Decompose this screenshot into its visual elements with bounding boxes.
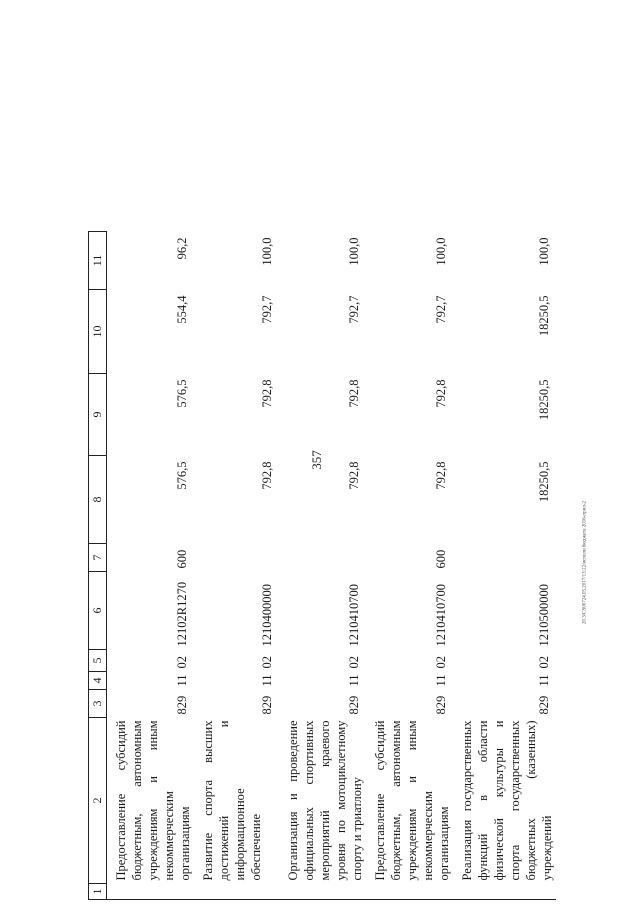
header-col-10: 10 — [89, 289, 107, 373]
code-cell — [453, 543, 556, 571]
value-cell: 792,7 — [347, 295, 361, 324]
code-cell: 829 — [537, 695, 551, 715]
code-cell: 1210500000 — [537, 583, 551, 647]
code-cell: 02 — [175, 655, 189, 669]
code-cell: 02 — [347, 655, 361, 669]
value-cell: 792,8 — [260, 461, 274, 490]
value-cell: 96,2 — [175, 237, 189, 260]
header-row — [89, 231, 107, 899]
code-cell: 02 — [434, 655, 448, 669]
footer-file-path: 20.3/CS00724.05.2017/13:22/исполн бюджета 2016-прил-2 — [582, 501, 588, 624]
value-cell: 100,0 — [347, 237, 361, 266]
code-cell: 11 — [260, 674, 274, 687]
value-cell: 792,8 — [434, 379, 448, 408]
description-cell: Развитие спорта высших достижений и информационное обеспечение — [201, 720, 263, 881]
header-col-9: 9 — [89, 373, 107, 455]
page-number: 357 — [309, 450, 324, 470]
value-cell: 576,5 — [175, 461, 189, 490]
description-cell: Реализация государственных функций в области физической культуры и спорта государственных бюджетных (казенных) учреждений — [460, 720, 554, 881]
code-cell: 1210410700 — [434, 583, 448, 647]
value-cell: 18250,5 — [537, 379, 551, 421]
code-cell: 829 — [434, 695, 448, 715]
value-cell: 18250,5 — [537, 461, 551, 503]
value-cell: 576,5 — [175, 379, 189, 408]
value-cell: 554,4 — [175, 295, 189, 324]
description-cell: Предоставление субсидий бюджетным, автономным учреждениям и иным некоммерческим организациям — [114, 720, 192, 881]
row-number-cell — [107, 884, 195, 900]
table-row — [366, 231, 453, 899]
code-cell — [279, 543, 366, 571]
code-cell — [194, 543, 279, 571]
code-cell: 11 — [537, 674, 551, 687]
row-number-cell — [453, 884, 556, 900]
budget-table — [88, 231, 556, 900]
code-cell: 12102R1270 — [175, 581, 189, 647]
value-cell: 100,0 — [434, 237, 448, 266]
row-number-cell — [366, 884, 453, 900]
header-col-1: 1 — [89, 884, 107, 900]
code-cell: 829 — [260, 695, 274, 715]
code-cell: 600 — [175, 549, 189, 569]
table-row — [279, 231, 366, 899]
header-col-6: 6 — [89, 571, 107, 649]
code-cell: 829 — [175, 695, 189, 715]
header-col-4: 4 — [89, 671, 107, 689]
header-col-8: 8 — [89, 455, 107, 543]
code-cell: 11 — [347, 674, 361, 687]
value-cell: 100,0 — [537, 237, 551, 266]
value-cell: 792,8 — [347, 379, 361, 408]
code-cell: 600 — [434, 549, 448, 569]
code-cell: 11 — [175, 674, 189, 687]
row-number-cell — [194, 884, 279, 900]
code-cell: 11 — [434, 674, 448, 687]
value-cell: 792,8 — [347, 461, 361, 490]
value-cell: 792,7 — [260, 295, 274, 324]
header-col-7: 7 — [89, 543, 107, 571]
value-cell: 792,8 — [434, 461, 448, 490]
table-row — [194, 231, 279, 899]
value-cell: 100,0 — [260, 237, 274, 266]
row-number-cell — [279, 884, 366, 900]
value-cell: 792,8 — [260, 379, 274, 408]
description-cell: Организация и проведение официальных спортивных мероприятий краевого уровня по мотоциклетному спорту и триатлону — [286, 720, 364, 881]
table-row — [453, 231, 556, 899]
code-cell: 1210410700 — [347, 583, 361, 647]
header-col-5: 5 — [89, 649, 107, 671]
header-col-3: 3 — [89, 690, 107, 718]
header-col-11: 11 — [89, 231, 107, 289]
description-cell: Предоставление субсидий бюджетным, автономным учреждениям и иным некоммерческим организациям — [373, 720, 451, 881]
code-cell: 1210400000 — [260, 583, 274, 647]
code-cell: 02 — [537, 655, 551, 669]
header-col-2: 2 — [89, 718, 107, 884]
value-cell: 18250,5 — [537, 295, 551, 337]
code-cell: 02 — [260, 655, 274, 669]
table-row — [107, 231, 195, 899]
code-cell: 829 — [347, 695, 361, 715]
value-cell: 792,7 — [434, 295, 448, 324]
rotated-budget-table — [88, 48, 640, 900]
